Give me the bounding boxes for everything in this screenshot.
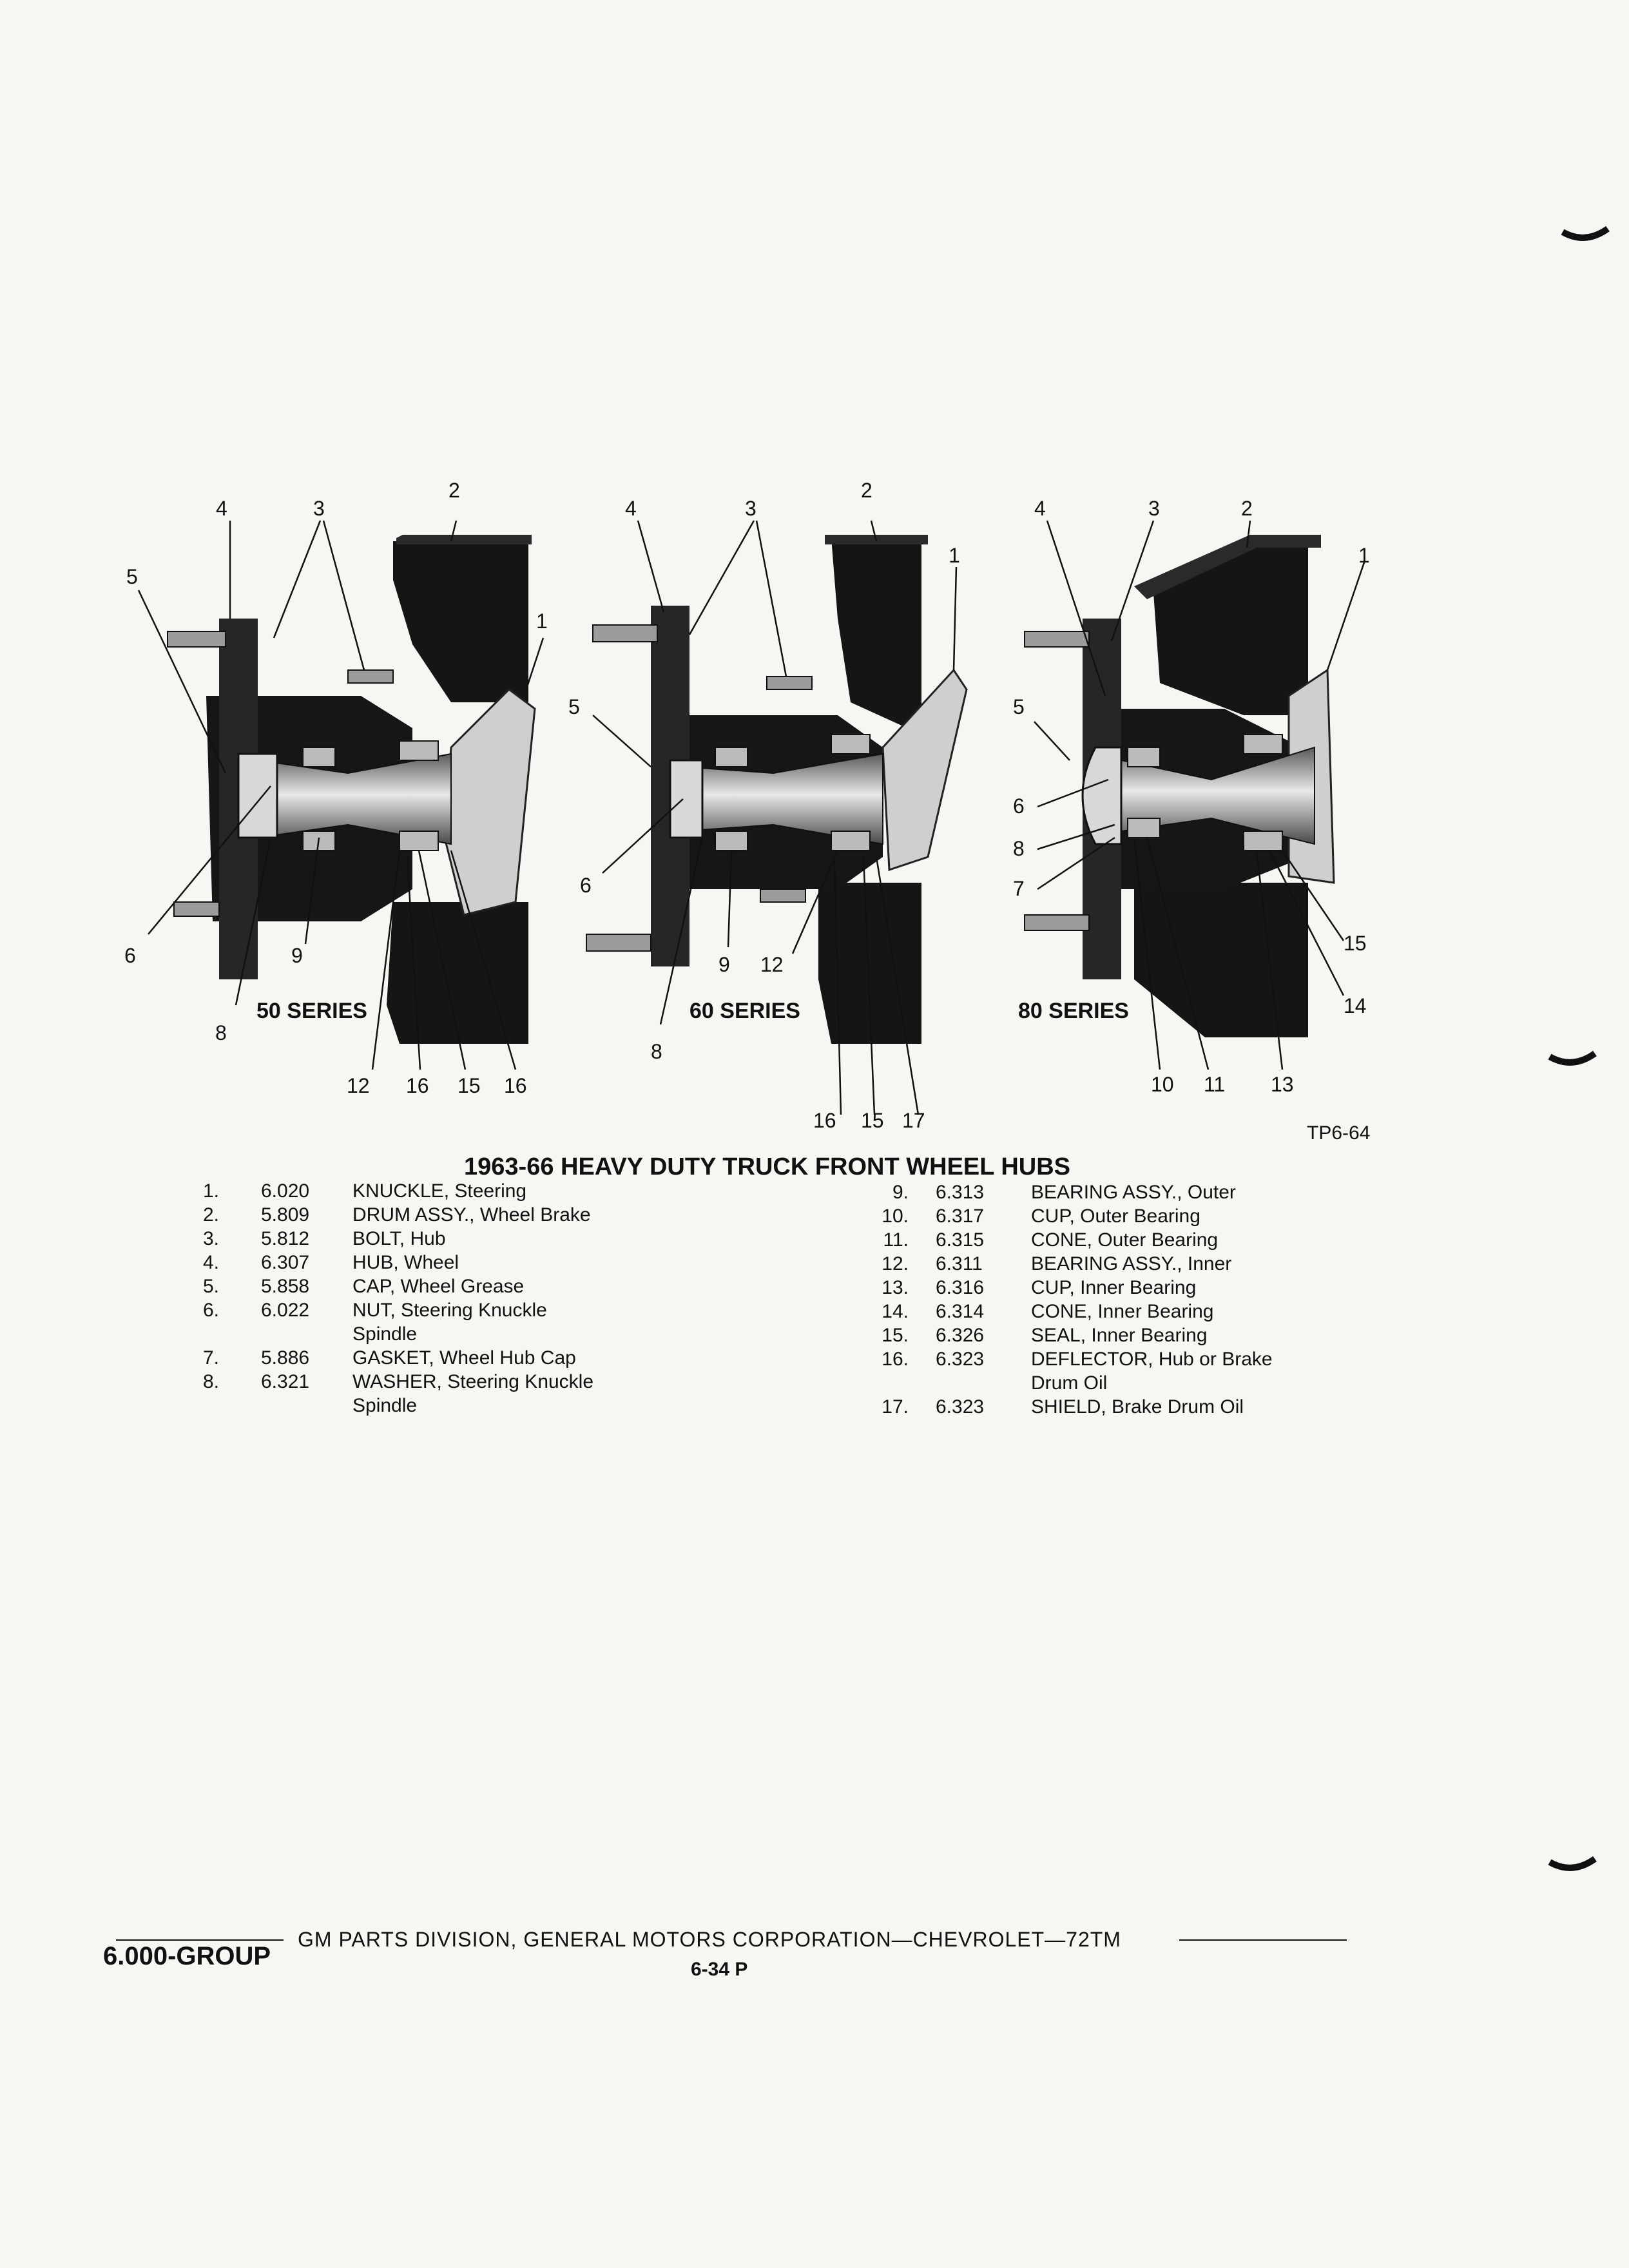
part-description	[1031, 1300, 1213, 1323]
part-number: 14.	[882, 1301, 909, 1322]
callout-5: 5	[1013, 695, 1025, 718]
part-description-line1: KNUCKLE, Steering	[352, 1180, 527, 1202]
part-code: 6.321	[261, 1371, 310, 1392]
legend-row	[174, 1298, 754, 1346]
part-code: 5.812	[261, 1228, 310, 1249]
part-number: 7.	[202, 1347, 219, 1369]
brake-drum-upper	[831, 538, 921, 735]
part-number: 16.	[882, 1349, 909, 1370]
callout-8: 8	[651, 1040, 662, 1063]
part-code: 6.326	[936, 1325, 985, 1346]
part-description-line1: DEFLECTOR, Hub or Brake	[1031, 1349, 1273, 1370]
legend-row	[174, 1370, 754, 1418]
callout-9: 9	[291, 944, 303, 967]
callout-12: 12	[347, 1074, 370, 1097]
part-code: 5.886	[261, 1347, 310, 1369]
group-label: 6.000-GROUP	[103, 1942, 271, 1970]
part-number: 4.	[202, 1252, 219, 1273]
callout-6: 6	[580, 874, 592, 897]
brake-drum-lower	[387, 902, 528, 1044]
part-description	[352, 1346, 576, 1370]
legend-row	[174, 1179, 754, 1203]
binder-mark-icon	[1547, 1044, 1598, 1082]
callout-15: 15	[458, 1074, 481, 1097]
part-number: 6.	[202, 1300, 219, 1321]
callout-4: 4	[625, 497, 637, 520]
callout-11: 11	[1204, 1073, 1226, 1096]
part-description-line1: CUP, Outer Bearing	[1031, 1206, 1200, 1227]
part-description-line2: Spindle	[352, 1395, 418, 1416]
part-description	[352, 1203, 591, 1227]
callout-15: 15	[1344, 932, 1367, 955]
part-number: 2.	[202, 1204, 219, 1225]
callout-4: 4	[216, 497, 227, 520]
part-description-line1: HUB, Wheel	[352, 1252, 459, 1273]
part-description	[352, 1179, 526, 1203]
part-description-line1: GASKET, Wheel Hub Cap	[352, 1347, 576, 1369]
part-code: 6.323	[936, 1396, 985, 1418]
part-description	[352, 1251, 459, 1274]
part-number: 11.	[883, 1229, 909, 1251]
callout-2: 2	[861, 479, 872, 502]
part-number: 17.	[882, 1396, 909, 1418]
legend-row	[174, 1227, 754, 1251]
page-number: 6-34 P	[691, 1959, 748, 1980]
callout-16: 16	[406, 1074, 429, 1097]
series-label-60: 60 SERIES	[689, 999, 800, 1023]
legend-row	[863, 1276, 1443, 1300]
part-description	[1031, 1276, 1196, 1300]
part-description	[1031, 1204, 1200, 1228]
part-code: 6.311	[936, 1253, 983, 1274]
callout-3: 3	[313, 497, 325, 520]
callout-15: 15	[861, 1109, 884, 1132]
part-description-line1: CONE, Outer Bearing	[1031, 1229, 1219, 1251]
legend-row	[174, 1274, 754, 1298]
legend-row	[174, 1346, 754, 1370]
part-number: 12.	[882, 1253, 909, 1274]
brake-drum-lower	[1134, 883, 1308, 1037]
callout-13: 13	[1271, 1073, 1294, 1096]
legend-row	[863, 1252, 1443, 1276]
part-code: 6.317	[936, 1206, 985, 1227]
part-code: 6.313	[936, 1182, 985, 1203]
part-description	[1031, 1252, 1231, 1276]
part-description-line1: CONE, Inner Bearing	[1031, 1301, 1214, 1322]
callout-3: 3	[745, 497, 757, 520]
part-description	[352, 1298, 547, 1346]
part-description-line1: BEARING ASSY., Inner	[1031, 1253, 1232, 1274]
part-description	[1031, 1347, 1273, 1395]
footer-publisher: GM PARTS DIVISION, GENERAL MOTORS CORPORATION—CHEVROLET—72TM	[298, 1928, 1121, 1951]
parts-list-left	[174, 1179, 754, 1418]
legend-row	[863, 1300, 1443, 1323]
part-code: 6.314	[936, 1301, 985, 1322]
callout-7: 7	[1013, 877, 1025, 900]
legend-row	[174, 1251, 754, 1274]
callout-2: 2	[1241, 497, 1253, 520]
part-number: 13.	[882, 1277, 909, 1298]
callout-1: 1	[536, 610, 548, 633]
part-description-line1: CAP, Wheel Grease	[352, 1276, 525, 1297]
legend-row	[863, 1180, 1443, 1204]
view-60-series	[586, 521, 967, 1115]
part-code: 6.316	[936, 1277, 985, 1298]
part-code: 6.022	[261, 1300, 310, 1321]
part-code: 5.858	[261, 1276, 310, 1297]
binder-mark-icon	[1559, 219, 1611, 258]
part-description	[352, 1370, 593, 1418]
callout-5: 5	[568, 695, 580, 718]
callout-3: 3	[1148, 497, 1160, 520]
knuckle	[445, 689, 535, 915]
figure-title: 1963-66 HEAVY DUTY TRUCK FRONT WHEEL HUBS	[464, 1153, 1071, 1180]
callout-5: 5	[126, 565, 138, 588]
part-number: 8.	[202, 1371, 219, 1392]
part-description-line1: WASHER, Steering Knuckle	[352, 1371, 594, 1392]
series-label-80: 80 SERIES	[1018, 999, 1129, 1023]
part-description-line1: NUT, Steering Knuckle	[352, 1300, 547, 1321]
legend-row	[863, 1395, 1443, 1419]
callout-4: 4	[1034, 497, 1046, 520]
part-description	[1031, 1395, 1244, 1419]
part-description-line1: DRUM ASSY., Wheel Brake	[352, 1204, 591, 1225]
legend-row	[174, 1203, 754, 1227]
callout-10: 10	[1151, 1073, 1174, 1096]
footer-rule-right	[1179, 1939, 1347, 1941]
binder-mark-icon	[1547, 1849, 1598, 1888]
callout-2: 2	[448, 479, 460, 502]
part-code: 6.307	[261, 1252, 310, 1273]
part-number: 9.	[892, 1182, 909, 1203]
part-description-line1: BEARING ASSY., Outer	[1031, 1182, 1236, 1203]
part-description-line2: Drum Oil	[1031, 1372, 1108, 1394]
part-code: 6.323	[936, 1349, 985, 1370]
part-description	[1031, 1323, 1208, 1347]
part-description-line1: CUP, Inner Bearing	[1031, 1277, 1197, 1298]
part-number: 5.	[202, 1276, 219, 1297]
parts-list-right	[863, 1180, 1443, 1419]
callout-16: 16	[813, 1109, 836, 1132]
part-description-line2: Spindle	[352, 1323, 418, 1345]
part-code: 6.315	[936, 1229, 985, 1251]
part-code: 6.020	[261, 1180, 310, 1202]
callout-1: 1	[1358, 544, 1370, 567]
part-number: 10.	[882, 1206, 909, 1227]
part-description-line1: BOLT, Hub	[352, 1228, 446, 1249]
callout-1: 1	[949, 544, 960, 567]
callout-17: 17	[902, 1109, 925, 1132]
view-80-series	[1025, 521, 1365, 1070]
view-50-series	[139, 521, 543, 1070]
legend-row	[863, 1204, 1443, 1228]
callout-12: 12	[760, 953, 784, 976]
part-description	[1031, 1180, 1236, 1204]
part-description-line1: SEAL, Inner Bearing	[1031, 1325, 1208, 1346]
callout-9: 9	[718, 953, 730, 976]
series-label-50: 50 SERIES	[256, 999, 367, 1023]
legend-row	[863, 1347, 1443, 1395]
callout-8: 8	[1013, 837, 1025, 860]
callout-8: 8	[215, 1021, 227, 1044]
part-description	[1031, 1228, 1218, 1252]
legend-row	[863, 1323, 1443, 1347]
figure-id: TP6-64	[1307, 1122, 1371, 1144]
footer-rule-left	[116, 1939, 284, 1941]
callout-6: 6	[1013, 794, 1025, 818]
legend-row	[863, 1228, 1443, 1252]
part-number: 3.	[202, 1228, 219, 1249]
part-code: 5.809	[261, 1204, 310, 1225]
part-number: 1.	[202, 1180, 219, 1202]
callout-6: 6	[124, 944, 136, 967]
part-number: 15.	[882, 1325, 909, 1346]
part-description-line1: SHIELD, Brake Drum Oil	[1031, 1396, 1244, 1418]
callout-14: 14	[1344, 994, 1367, 1017]
part-description	[352, 1227, 446, 1251]
callout-16b: 16	[504, 1074, 527, 1097]
part-description	[352, 1274, 524, 1298]
brake-drum-upper	[393, 541, 528, 702]
